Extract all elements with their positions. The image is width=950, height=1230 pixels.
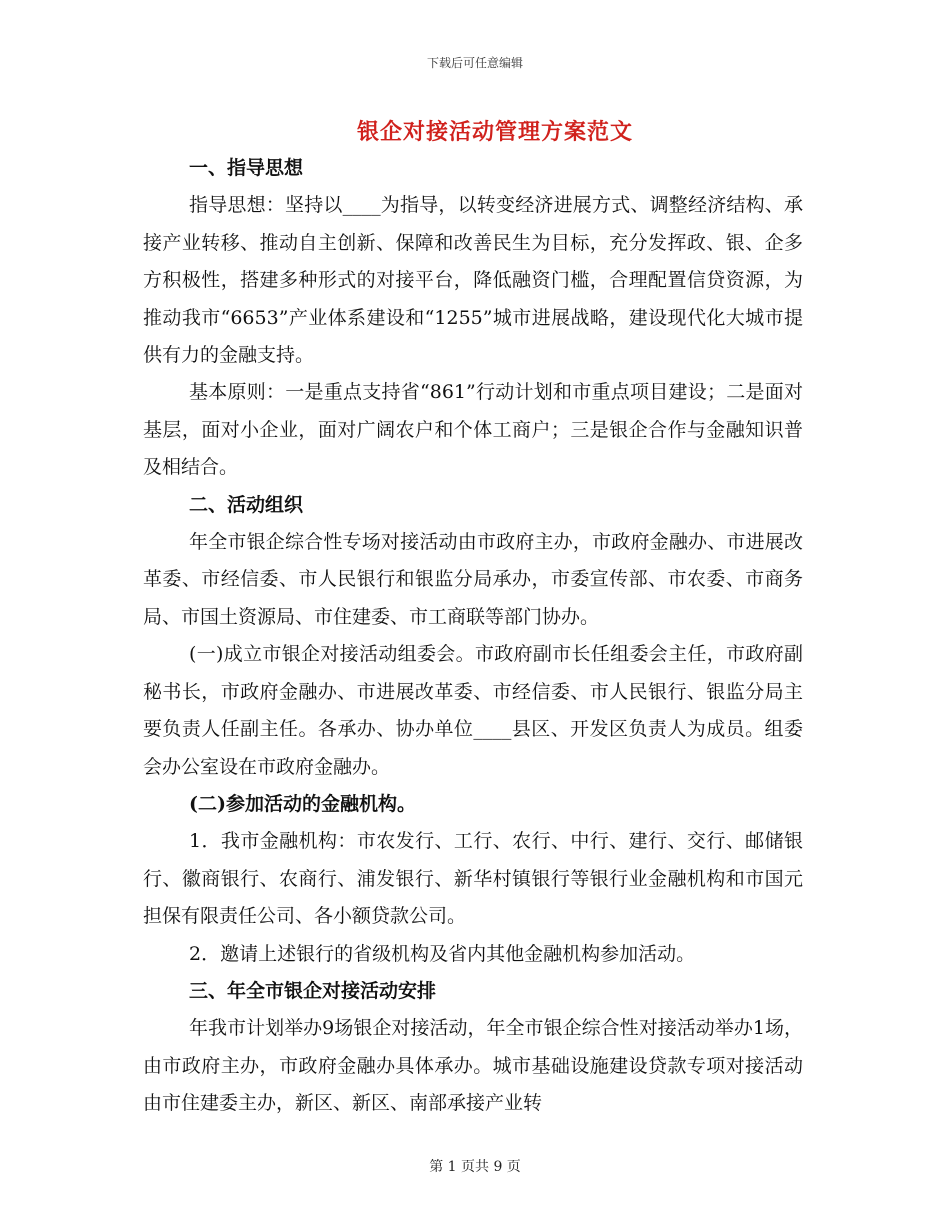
paragraph-organization: 年全市银企综合性专场对接活动由市政府主办，市政府金融办、市进展改革委、市经信委、市人民银行和银监分局承办，市委宣传部、市农委、市商务局、市国土资源局、市住建委、市工商联等部门协办。 bbox=[143, 531, 803, 628]
document-body bbox=[143, 150, 803, 1123]
section-heading-2: 二、活动组织 bbox=[189, 493, 304, 516]
page-footer: 第 1 页共 9 页 bbox=[429, 1159, 521, 1175]
paragraph-committee: (一)成立市银企对接活动组委会。市政府副市长任组委会主任，市政府副秘书长，市政府金融办、市进展改革委、市经信委、市人民银行、银监分局主要负责人任副主任。各承办、协办单位____县区、开发区负责人为成员。组委会办公室设在市政府金融办。 bbox=[143, 643, 803, 778]
document-title: 银企对接活动管理方案范文 bbox=[356, 119, 633, 145]
paragraph-basic-principles: 基本原则：一是重点支持省“861”行动计划和市重点项目建设；二是面对基层，面对小企业，面对广阔农户和个体工商户；三是银企合作与金融知识普及相结合。 bbox=[143, 381, 803, 479]
section-heading-3: 三、年全市银企对接活动安排 bbox=[189, 979, 437, 1002]
subsection-heading-institutions: (二)参加活动的金融机构。 bbox=[189, 792, 416, 815]
paragraph-guiding-thought: 指导思想：坚持以____为指导，以转变经济进展方式、调整经济结构、承接产业转移、推动自主创新、保障和改善民生为目标，充分发挥政、银、企多方积极性，搭建多种形式的对接平台，降低融资门槛，合理配置信贷资源，为推动我市“6653”产业体系建设和“1255”城市进展战略，建设现代化大城市提供有力的金融支持。 bbox=[143, 194, 803, 367]
paragraph-invited-institutions: 2．邀请上述银行的省级机构及省内其他金融机构参加活动。 bbox=[189, 942, 696, 965]
page-header: 下载后可任意编辑 bbox=[426, 56, 523, 70]
section-heading-1: 一、指导思想 bbox=[189, 157, 304, 179]
paragraph-schedule: 年我市计划举办9场银企对接活动，年全市银企综合性对接活动举办1场，由市政府主办，市政府金融办具体承办。城市基础设施建设贷款专项对接活动由市住建委主办，新区、新区、南部承接产业转 bbox=[143, 1017, 803, 1115]
paragraph-local-institutions: 1．我市金融机构：市农发行、工行、农行、中行、建行、交行、邮储银行、徽商银行、农商行、浦发银行、新华村镇银行等银行业金融机构和市国元担保有限责任公司、各小额贷款公司。 bbox=[143, 830, 803, 928]
